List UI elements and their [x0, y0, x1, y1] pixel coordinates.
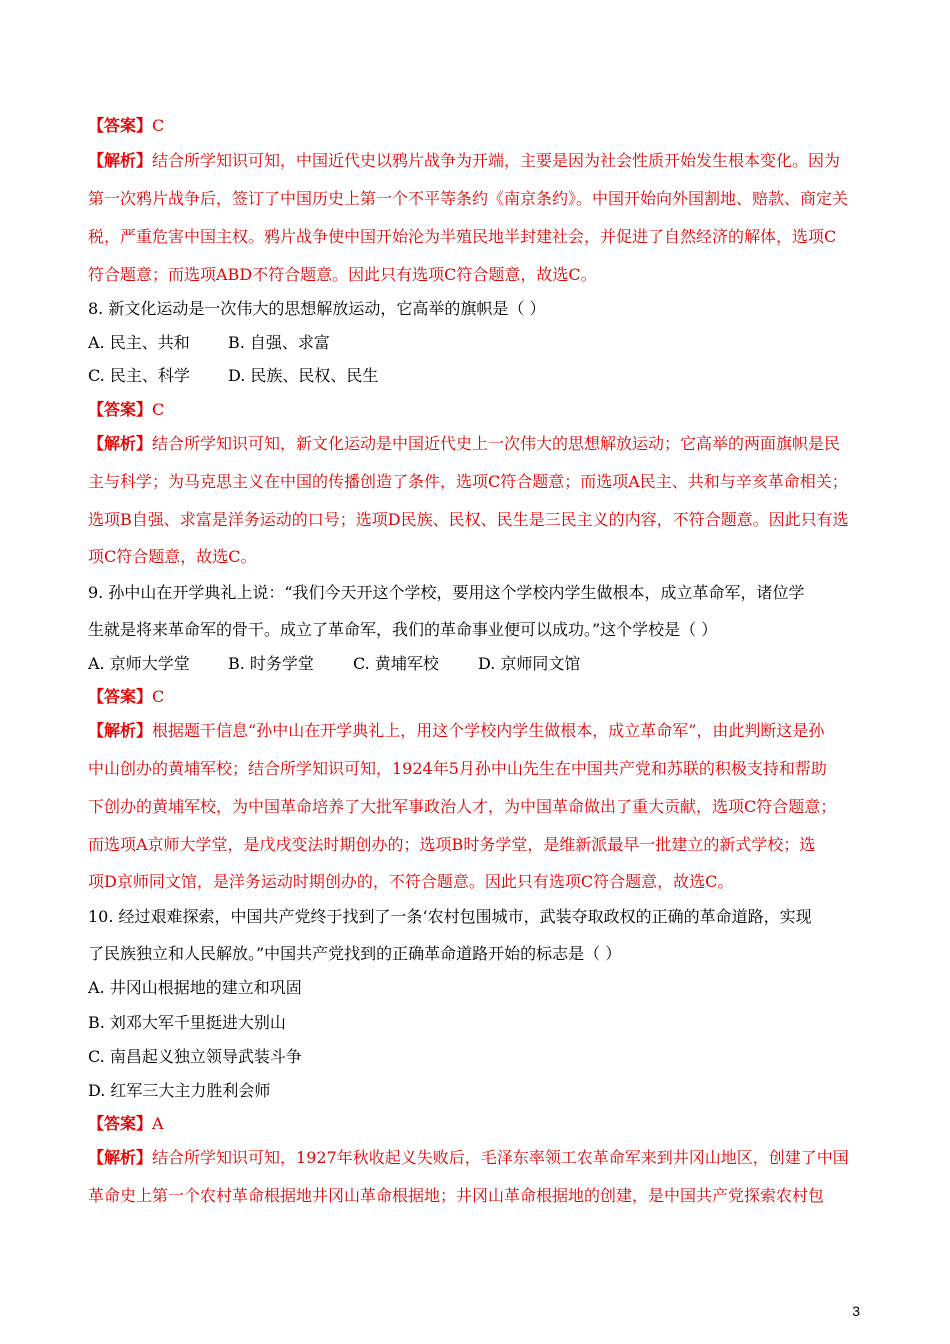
- option-c: C. 黄埔军校: [353, 654, 439, 673]
- analysis-tag: 【解析】: [88, 1148, 153, 1167]
- answer-tag: 【答案】: [88, 116, 153, 135]
- q9-analysis-line: 而选项A京师大学堂，是戊戌变法时期创办的；选项B时务学堂，是维新派最早一批建立的新式学校；选: [88, 835, 816, 854]
- q8-analysis-line: 项C符合题意，故选C。: [88, 547, 257, 566]
- q9-stem-line: 生就是将来革命军的骨干。成立了革命军，我们的革命事业便可以成功。”这个学校是（ ）: [88, 620, 718, 639]
- q10-option-b: B. 刘邓大军千里挺进大别山: [88, 1013, 286, 1032]
- analysis-text: 根据题干信息“孙中山在开学典礼上，用这个学校内学生做根本，成立革命军”，由此判断这是孙: [152, 721, 825, 740]
- q8-options-row-1: [88, 332, 330, 354]
- q10-analysis-line: 革命史上第一个农村革命根据地井冈山革命根据地；井冈山革命根据地的创建，是中国共产党探索农村包: [88, 1186, 825, 1205]
- analysis-text: 结合所学知识可知，新文化运动是中国近代史上一次伟大的思想解放运动；它高举的两面旗帜是民: [152, 434, 841, 453]
- page-number: 3: [852, 1303, 860, 1319]
- answer-value: C: [152, 687, 165, 706]
- q7-analysis-line: [88, 150, 878, 172]
- q10-option-d: D. 红军三大主力胜利会师: [88, 1081, 271, 1100]
- option-c: C. 民主、科学: [88, 366, 190, 385]
- answer-value: A: [152, 1114, 164, 1133]
- option-a: A. 民主、共和: [88, 333, 190, 352]
- q10-option-c: C. 南昌起义独立领导武装斗争: [88, 1047, 302, 1066]
- q9-stem-line: 9. 孙中山在开学典礼上说：“我们今天开这个学校，要用这个学校内学生做根本，成立革命军，诸位学: [88, 583, 805, 602]
- q8-options-row-2: [88, 365, 378, 387]
- option-b: B. 时务学堂: [228, 654, 314, 673]
- q7-answer: [88, 115, 878, 137]
- q8-analysis-line: 主与科学；为马克思主义在中国的传播创造了条件，选项C符合题意；而选项A民主、共和与辛亥革命相关；: [88, 472, 848, 491]
- q8-analysis-line: 选项B自强、求富是洋务运动的口号；选项D民族、民权、民生是三民主义的内容，不符合题意。因此只有选: [88, 510, 849, 529]
- q9-analysis-line: [88, 720, 878, 742]
- option-d: D. 京师同文馆: [478, 654, 581, 673]
- q10-stem-line: 10. 经过艰难探索，中国共产党终于找到了一条‘农村包围城市，武装夺取政权的正确的革命道路，实现: [88, 907, 812, 926]
- answer-value: C: [152, 400, 165, 419]
- q10-option-a: A. 井冈山根据地的建立和巩固: [88, 978, 302, 997]
- analysis-text: 结合所学知识可知，中国近代史以鸦片战争为开端，主要是因为社会性质开始发生根本变化。因为: [152, 151, 841, 170]
- analysis-tag: 【解析】: [88, 721, 153, 740]
- q10-answer: [88, 1113, 878, 1135]
- q8-answer: [88, 399, 878, 421]
- answer-tag: 【答案】: [88, 400, 153, 419]
- q9-answer: [88, 686, 878, 708]
- q9-analysis-line: 下创办的黄埔军校，为中国革命培养了大批军事政治人才，为中国革命做出了重大贡献，选项C符合题意；: [88, 797, 837, 816]
- q9-analysis-line: 项D京师同文馆，是洋务运动时期创办的，不符合题意。因此只有选项C符合题意，故选C。: [88, 872, 734, 891]
- answer-value: C: [152, 116, 165, 135]
- analysis-text: 结合所学知识可知，1927年秋收起义失败后，毛泽东率领工农革命军来到井冈山地区，创建了中国: [152, 1148, 849, 1167]
- answer-tag: 【答案】: [88, 687, 153, 706]
- q7-analysis-line: 第一次鸦片战争后，签订了中国历史上第一个不平等条约《南京条约》。中国开始向外国割地、赔款、商定关: [88, 189, 849, 208]
- q9-options-row: [88, 653, 580, 675]
- analysis-tag: 【解析】: [88, 151, 153, 170]
- q7-analysis-line: 符合题意；而选项ABD不符合题意。因此只有选项C符合题意，故选C。: [88, 265, 597, 284]
- q10-analysis-line: [88, 1147, 878, 1169]
- option-d: D. 民族、民权、民生: [228, 366, 379, 385]
- option-b: B. 自强、求富: [228, 333, 330, 352]
- q9-analysis-line: 中山创办的黄埔军校；结合所学知识可知，1924年5月孙中山先生在中国共产党和苏联的积极支持和帮助: [88, 759, 827, 778]
- q7-analysis-line: 税，严重危害中国主权。鸦片战争使中国开始沦为半殖民地半封建社会，并促进了自然经济的解体，选项C: [88, 227, 837, 246]
- answer-tag: 【答案】: [88, 1114, 153, 1133]
- q10-stem-line: 了民族独立和人民解放。”中国共产党找到的正确革命道路开始的标志是（ ）: [88, 944, 622, 963]
- q8-stem: 8. 新文化运动是一次伟大的思想解放运动，它高举的旗帜是（ ）: [88, 299, 546, 318]
- option-a: A. 京师大学堂: [88, 654, 190, 673]
- analysis-tag: 【解析】: [88, 434, 153, 453]
- q8-analysis-line: [88, 433, 878, 455]
